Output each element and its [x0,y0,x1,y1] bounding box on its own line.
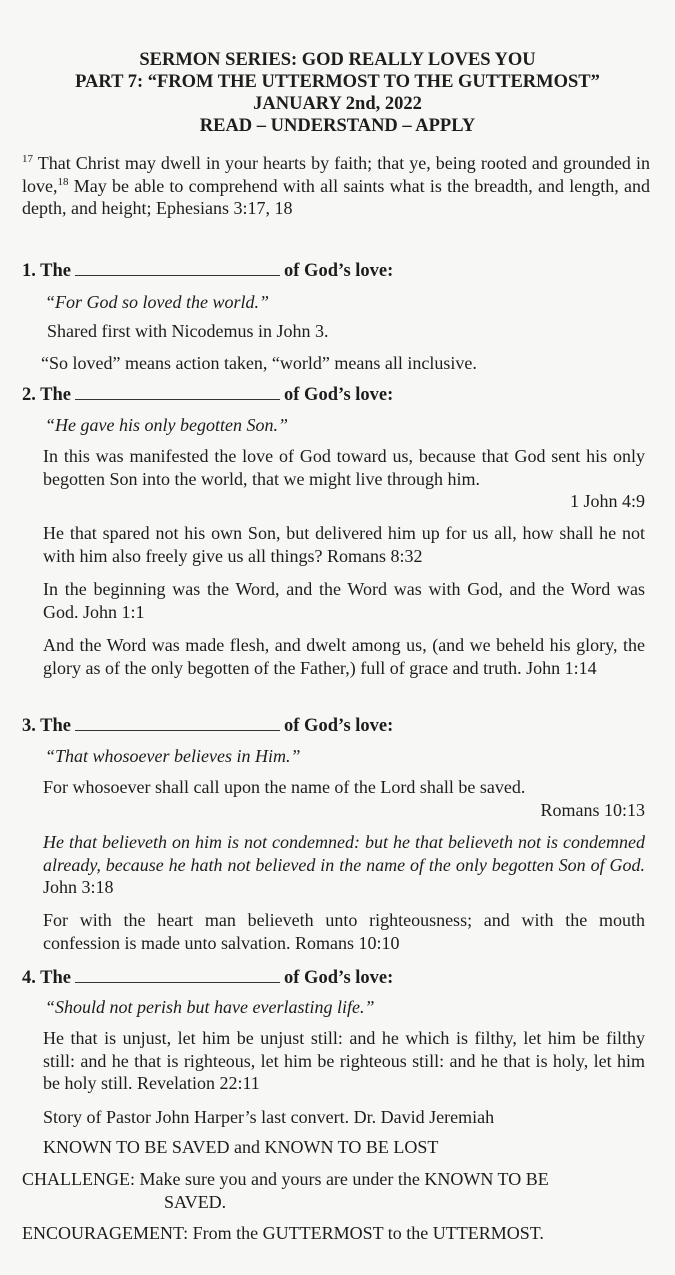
section-3-text-1 [43,776,645,821]
section-4-text-3: KNOWN TO BE SAVED and KNOWN TO BE LOST [43,1137,439,1157]
fill-in-blank [75,383,280,400]
fill-in-blank [75,714,280,731]
verse-number: 18 [57,175,69,188]
section-2-text-4: And the Word was made flesh, and dwelt among us, (and we beheld his glory, the glory as of the only begotten of the Father,) full of grace and truth. John 1:14 [43,635,645,678]
section-2-quote: “He gave his only begotten Son.” [45,415,288,435]
challenge [22,1168,647,1213]
section-prefix: 1. The [22,261,72,281]
section-3-quote: “That whosoever believes in Him.” [45,746,301,766]
section-suffix: of God’s love: [284,385,394,405]
section-2-text-1 [43,445,645,513]
part-title: PART 7: “FROM THE UTTERMOST TO THE GUTTERMOST” [75,72,600,92]
section-4-text-1: He that is unjust, let him be unjust still: and he which is filthy, let him be filthy still: and he that is righteous, let him be righteous still: and he that is holy, let him be holy still. Revelation 22:11 [43,1028,645,1093]
section-suffix: of God’s love: [284,716,394,736]
section-3-text-2 [43,831,645,899]
section-3-heading [22,714,393,737]
section-prefix: 2. The [22,385,72,405]
section-4-quote: “Should not perish but have everlasting life.” [45,997,375,1017]
sermon-date: JANUARY 2nd, 2022 [253,94,422,114]
series-title: SERMON SERIES: GOD REALLY LOVES YOU [139,50,536,70]
encouragement: ENCOURAGEMENT: From the GUTTERMOST to the UTTERMOST. [22,1223,544,1243]
fill-in-blank [75,259,280,276]
intro-text-1: That Christ may dwell in your hearts by faith; that ye, being rooted and grounded in love, [22,153,650,196]
section-suffix: of God’s love: [284,968,394,988]
section-1-quote: “For God so loved the world.” [45,292,270,312]
section-4-heading [22,966,393,989]
scripture-text: For whosoever shall call upon the name of the Lord shall be saved. [43,777,526,797]
sermon-motto: READ – UNDERSTAND – APPLY [199,116,476,136]
challenge-line-1: CHALLENGE: Make sure you and yours are under the KNOWN TO BE [22,1169,549,1189]
section-2-text-3: In the beginning was the Word, and the Word was with God, and the Word was God. John 1:1 [43,579,645,622]
scripture-reference: Romans 10:13 [540,799,645,820]
scripture-text: In this was manifested the love of God toward us, because that God sent his only begotten Son into the world, that we might live through him. [43,446,645,489]
section-2-heading [22,383,393,406]
scripture-reference: 1 John 4:9 [569,491,645,511]
section-prefix: 3. The [22,716,72,736]
section-2-text-2: He that spared not his own Son, but delivered him up for us all, how shall he not with him also freely give us all things? Romans 8:32 [43,523,645,566]
section-prefix: 4. The [22,968,72,988]
section-suffix: of God’s love: [284,261,394,281]
section-4-text-2: Story of Pastor John Harper’s last convert. Dr. David Jeremiah [43,1107,495,1127]
sermon-header [0,0,675,137]
verse-number: 17 [22,153,33,165]
section-1-text-2: “So loved” means action taken, “world” means all inclusive. [41,353,477,373]
scripture-text: He that believeth on him is not condemned: but he that believeth not is condemned already, because he hath not believed in the name of the only begotten Son of God. [43,832,645,875]
scripture-reference: John 3:18 [43,877,114,897]
section-1-heading [22,259,393,282]
section-1-text-1: Shared first with Nicodemus in John 3. [47,321,329,341]
section-3-text-3: For with the heart man believeth unto righteousness; and with the mouth confession is made unto salvation. Romans 10:10 [43,910,645,953]
fill-in-blank [75,966,280,983]
intro-scripture [22,152,650,220]
intro-text-2: May be able to comprehend with all saints what is the breadth, and length, and depth, and height; Ephesians 3:17, 18 [22,175,650,218]
challenge-line-2: SAVED. [164,1191,227,1212]
